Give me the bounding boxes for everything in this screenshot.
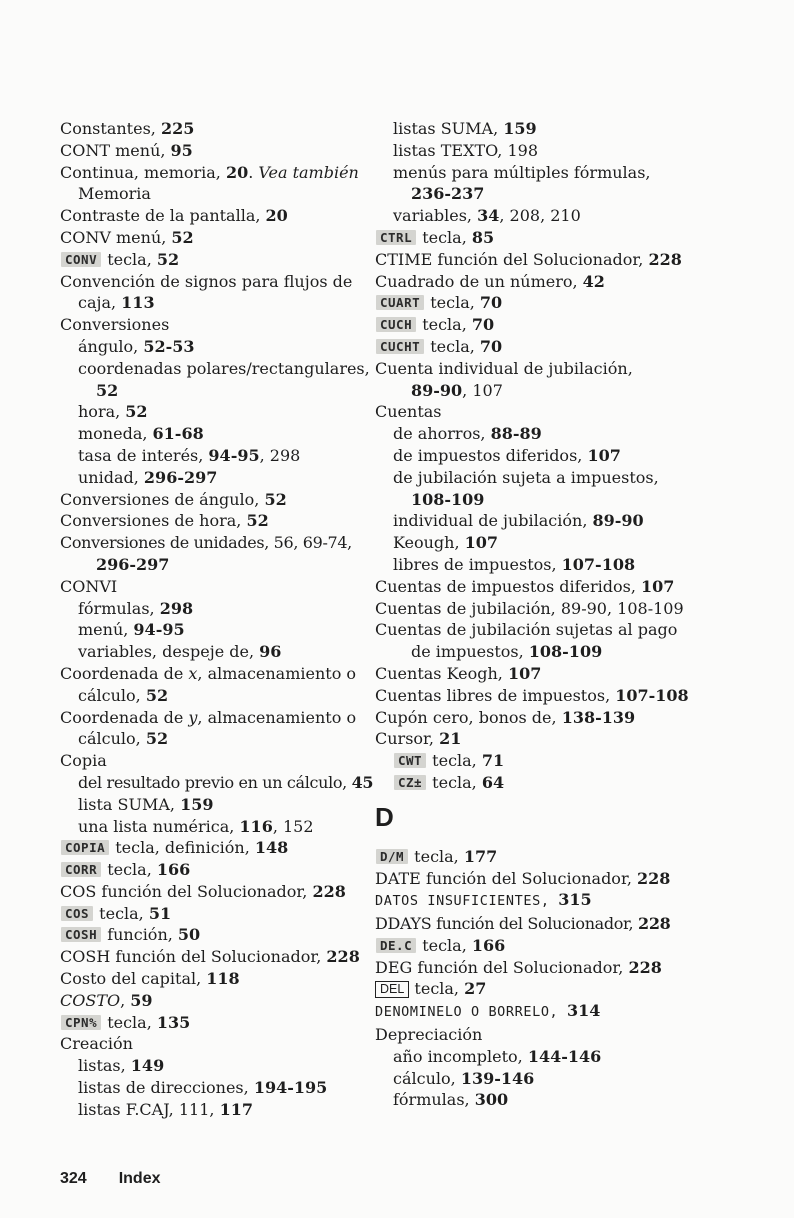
entry-text: tecla, [427,772,482,792]
index-entry [375,183,687,205]
index-entry [375,707,687,729]
entry-text: Conversiones de ángulo, [60,489,265,509]
index-entry [375,619,687,641]
index-entry [375,663,687,685]
entry-text: Continua, memoria, [60,162,226,182]
entry-text: Cuentas de jubilación, 89-90, 108-109 [375,598,684,618]
entry-text: tecla, [102,249,157,269]
entry-text: coordenadas polares/rectangulares, [78,358,370,378]
index-entry [60,227,372,249]
entry-text: cálculo, [78,685,146,705]
menu-key-label: CORR [61,862,101,877]
page-reference: 228 [648,249,682,269]
index-entry [375,1068,687,1090]
index-entry [375,467,687,489]
page-reference: 113 [121,293,155,313]
index-entry [60,794,372,816]
page-reference: 34 [477,206,500,226]
index-entry [60,1012,372,1034]
page-reference: 296-297 [143,467,218,487]
page-reference: 70 [479,293,503,313]
italic-text: y [188,707,198,727]
entry-text: Convención de signos para flujos de [60,271,353,291]
entry-text: . [248,162,259,182]
index-entry [60,162,372,184]
page-reference: 135 [156,1012,191,1032]
index-entry [60,554,372,576]
page-reference: 149 [130,1056,165,1076]
entry-text: tecla, [417,227,472,247]
entry-text: tecla, [417,315,472,335]
page-reference: 94-95 [208,445,260,465]
index-entry [60,946,372,968]
index-entry [60,1099,372,1121]
page-reference: 315 [558,890,592,910]
index-entry [60,1033,372,1055]
index-entry [375,913,687,935]
index-entry [375,532,687,554]
keyboard-key-label: DEL [375,981,409,998]
index-entry [375,292,687,314]
entry-text: tecla, [102,1012,157,1032]
entry-text: Coordenada de [60,707,189,727]
entry-text: menús para múltiples fórmulas, [393,162,651,182]
entry-text: tecla, [409,979,465,999]
page-reference: 166 [156,860,191,880]
entry-text: DEG función del Solucionador, [375,957,629,977]
entry-text: Conversiones [60,315,170,335]
page-number: 324 [60,1170,87,1187]
index-entry [60,598,372,620]
entry-text: fórmulas, [393,1090,475,1110]
display-message: DENOMINELO O BORRELO, [375,1004,568,1021]
page-reference: 64 [481,772,505,792]
entry-text: CONVI [60,576,118,596]
page-reference: 159 [503,119,537,138]
index-entry [60,336,372,358]
entry-text: listas SUMA, [393,119,504,138]
index-entry [375,889,687,913]
menu-key-label: DE.C [376,938,416,953]
entry-text: hora, [78,402,126,422]
page-reference: 89-90 [411,380,463,400]
index-entry [375,162,687,184]
entry-text: de impuestos, [411,642,529,662]
index-entry [375,1000,687,1024]
entry-text: Conversiones de unidades, 56, 69-74, [60,533,352,553]
index-entry [60,859,372,881]
index-entry [375,249,687,271]
entry-text: , 152 [272,816,314,836]
italic-text: COSTO [60,990,121,1010]
index-entry [375,728,687,750]
index-entry [60,445,372,467]
page-reference: 228 [638,914,671,934]
index-entry [375,641,687,663]
entry-text: cálculo, [393,1068,461,1088]
index-entry [60,118,372,140]
page-reference: 52-53 [143,336,195,356]
page-reference: 118 [206,969,240,989]
index-entry [60,968,372,990]
entry-text: moneda, [78,424,153,444]
index-entry [375,358,687,380]
index-entry [60,401,372,423]
menu-key-label: CUCH [376,317,416,332]
entry-text: ángulo, [78,336,144,356]
entry-text: año incompleto, [393,1046,528,1066]
page-reference: 225 [160,119,195,138]
page-reference: 148 [254,838,289,858]
page-reference: 107 [641,576,675,596]
entry-text: CONT menú, [60,140,171,160]
index-entry [60,1055,372,1077]
entry-text: tecla, [425,336,480,356]
entry-text: Cuentas de impuestos diferidos, [375,576,642,596]
page-reference: 70 [471,315,495,335]
index-entry [60,532,372,554]
entry-text: CTIME función del Solucionador, [375,249,649,269]
index-entry [60,641,372,663]
italic-text: x [188,663,198,683]
index-entry [375,227,687,249]
index-entry [60,358,372,380]
page-reference: 89-90 [592,511,644,531]
index-entry [60,576,372,598]
entry-text: tecla, definición, [110,838,255,858]
entry-text: Memoria [78,184,151,204]
menu-key-label: CPN% [61,1015,101,1030]
index-entry [60,140,372,162]
entry-text: menú, [78,620,134,640]
index-entry [375,510,687,532]
page-reference: 88-89 [490,424,542,444]
index-entry [60,772,372,794]
index-entry [60,903,372,925]
index-entry [375,205,687,227]
index-entry [60,292,372,314]
menu-key-label: COS [61,906,93,921]
index-entry [375,423,687,445]
entry-text: fórmulas, [78,598,160,618]
index-entry [60,489,372,511]
page-reference: 228 [312,881,346,901]
index-entry [60,380,372,402]
entry-text: , 298 [259,445,301,465]
page-reference: 51 [148,903,172,923]
page-reference: 20 [265,206,288,226]
page-reference: 159 [180,794,214,814]
index-entry [60,707,372,729]
entry-text: del resultado previo en un cálculo, [78,772,352,792]
entry-text: de impuestos diferidos, [393,445,588,465]
entry-text: Cursor, [375,729,440,749]
display-message: DATOS INSUFICIENTES, [375,893,559,910]
page-reference: 71 [481,751,505,771]
index-entry [375,401,687,423]
index-entry [60,619,372,641]
entry-text: CONV menú, [60,227,172,247]
entry-text: individual de jubilación, [393,511,593,531]
page-reference: 52 [264,489,287,509]
index-entry [375,935,687,957]
entry-text: Keough, [393,533,465,553]
index-entry [375,750,687,772]
menu-key-label: CZ± [394,775,426,790]
index-entry [60,816,372,838]
index-entry [375,1089,687,1111]
menu-key-label: COSH [61,927,101,942]
index-entry [375,868,687,890]
index-column-right [375,118,687,1111]
page-reference: 52 [145,685,169,705]
index-group-d [375,846,687,1112]
entry-text: Costo del capital, [60,969,207,989]
entry-text: Cuentas de jubilación sujetas al pago [375,620,678,640]
page-reference: 139-146 [460,1068,535,1088]
page-reference: 144-146 [527,1046,602,1066]
entry-text: tecla, [102,860,157,880]
index-entry [60,750,372,772]
index-entry [60,271,372,293]
page-reference: 108-109 [411,489,485,509]
page-footer [60,1170,161,1188]
index-entry [375,380,687,402]
page-reference: 52 [125,402,148,422]
entry-text: COSH función del Solucionador, [60,947,327,967]
page-reference: 61-68 [152,424,204,444]
entry-text: tecla, [94,903,149,923]
menu-key-label: CTRL [376,230,416,245]
index-entry [60,249,372,271]
entry-text: Cuentas Keogh, [375,663,508,683]
index-entry [60,685,372,707]
index-entry [375,271,687,293]
entry-text: Cuentas [375,402,442,422]
page-reference: 52 [246,511,269,531]
index-entry [375,336,687,358]
page-reference: 107 [507,663,542,683]
entry-text: cálculo, [78,729,146,749]
index-entry [375,314,687,336]
menu-key-label: CUCHT [376,339,424,354]
entry-text: Cuadrado de un número, [375,271,583,291]
entry-text: lista SUMA, [78,794,181,814]
entry-text: DATE función del Solucionador, [375,868,637,888]
page-reference: 95 [170,140,193,160]
page-reference: 296-297 [96,554,170,574]
page-reference: 236-237 [411,184,485,204]
menu-key-label: D/M [376,849,408,864]
entry-text: de jubilación sujeta a impuestos, [393,467,659,487]
page-reference: 42 [582,271,605,291]
page-reference: 107 [587,445,621,465]
page-reference: 70 [479,336,503,356]
page-reference: 45 [351,772,374,792]
page-reference: 117 [219,1099,253,1119]
index-entry [60,314,372,336]
index-entry [375,140,687,162]
page-reference: 94-95 [133,620,185,640]
index-entry [375,576,687,598]
page-reference: 228 [326,947,360,967]
page-reference: 52 [145,729,169,749]
index-entry [375,598,687,620]
index-entry [60,1077,372,1099]
entry-text: , almacenamiento o [197,707,357,727]
index-entry [60,663,372,685]
page-reference: 138-139 [561,707,636,727]
entry-text: , almacenamiento o [197,663,357,683]
entry-text: Cupón cero, bonos de, [375,707,562,727]
entry-text: variables, despeje de, [78,642,260,662]
entry-text: , 208, 210 [499,206,581,226]
entry-text: Constantes, [60,119,161,138]
page-reference: 59 [130,990,153,1010]
menu-key-label: COPIA [61,840,109,855]
entry-text: , [120,990,131,1010]
entry-text: tecla, [427,751,482,771]
page-reference: 108-109 [528,642,603,662]
menu-key-label: CWT [394,753,426,768]
index-entry [375,1024,687,1046]
page-reference: 20 [225,162,249,182]
page-reference: 228 [637,868,671,888]
index-entry [375,118,687,140]
index-entry [60,728,372,750]
entry-text: Creación [60,1034,133,1054]
entry-text: listas F.CAJ, 111, [78,1099,220,1119]
menu-key-label: CUART [376,295,424,310]
menu-key-label: CONV [61,252,101,267]
entry-text: listas de direcciones, [78,1078,254,1098]
page-reference: 107-108 [561,554,636,574]
index-entry [375,772,687,794]
index-entry [375,489,687,511]
entry-text: función, [102,925,178,945]
entry-text: Contraste de la pantalla, [60,206,266,226]
index-entry [60,881,372,903]
page-reference: 21 [439,729,462,749]
entry-text: caja, [78,293,122,313]
index-entry [60,837,372,859]
entry-text: Cuentas libres de impuestos, [375,685,616,705]
entry-text: , 107 [462,380,503,400]
index-entry [375,1046,687,1068]
entry-text: tasa de interés, [78,445,209,465]
index-entry [375,846,687,868]
entry-text: Copia [60,751,107,771]
index-entry [375,978,687,1000]
entry-text: tecla, [409,846,464,866]
page-reference: 298 [159,598,194,618]
page-reference: 228 [628,957,662,977]
index-entry [60,924,372,946]
page-reference: 52 [171,227,194,247]
index-group-c-continued [375,118,687,794]
page-reference: 85 [471,227,495,247]
entry-text: DDAYS función del Solucionador, [375,914,639,934]
entry-text: Conversiones de hora, [60,511,247,531]
entry-text: listas, [78,1056,131,1076]
page-reference: 107-108 [615,685,689,705]
page-reference: 314 [567,1001,601,1021]
index-entry [60,467,372,489]
entry-text: COS función del Solucionador, [60,881,313,901]
italic-text: Vea también [258,162,359,182]
index-entry [60,990,372,1012]
footer-label: Index [118,1170,161,1187]
entry-text: Depreciación [375,1025,483,1045]
entry-text: Cuenta individual de jubilación, [375,358,633,378]
index-entry [60,205,372,227]
index-entry [375,445,687,467]
entry-text: tecla, [417,935,472,955]
entry-text: unidad, [78,467,144,487]
section-heading-d: D [375,801,394,832]
index-entry [375,957,687,979]
page-reference: 300 [474,1090,509,1110]
index-entry [60,183,372,205]
page-reference: 52 [156,249,180,269]
index-entry [375,554,687,576]
page-reference: 116 [239,816,273,836]
index-column-left [60,118,372,1121]
page-reference: 27 [464,979,487,999]
entry-text: variables, [393,206,478,226]
page-reference: 107 [464,533,499,553]
page-reference: 96 [259,642,282,662]
entry-text: libres de impuestos, [393,554,562,574]
page-reference: 50 [177,925,201,945]
entry-text: Coordenada de [60,663,189,683]
entry-text: de ahorros, [393,424,491,444]
entry-text: tecla, [425,293,480,313]
page-reference: 166 [471,935,506,955]
page-reference: 52 [96,380,119,400]
index-entry [375,685,687,707]
entry-text: una lista numérica, [78,816,240,836]
index-entry [60,423,372,445]
page-reference: 177 [463,846,498,866]
index-entry [60,510,372,532]
entry-text: listas TEXTO, 198 [393,140,539,160]
page-reference: 194-195 [253,1078,328,1098]
